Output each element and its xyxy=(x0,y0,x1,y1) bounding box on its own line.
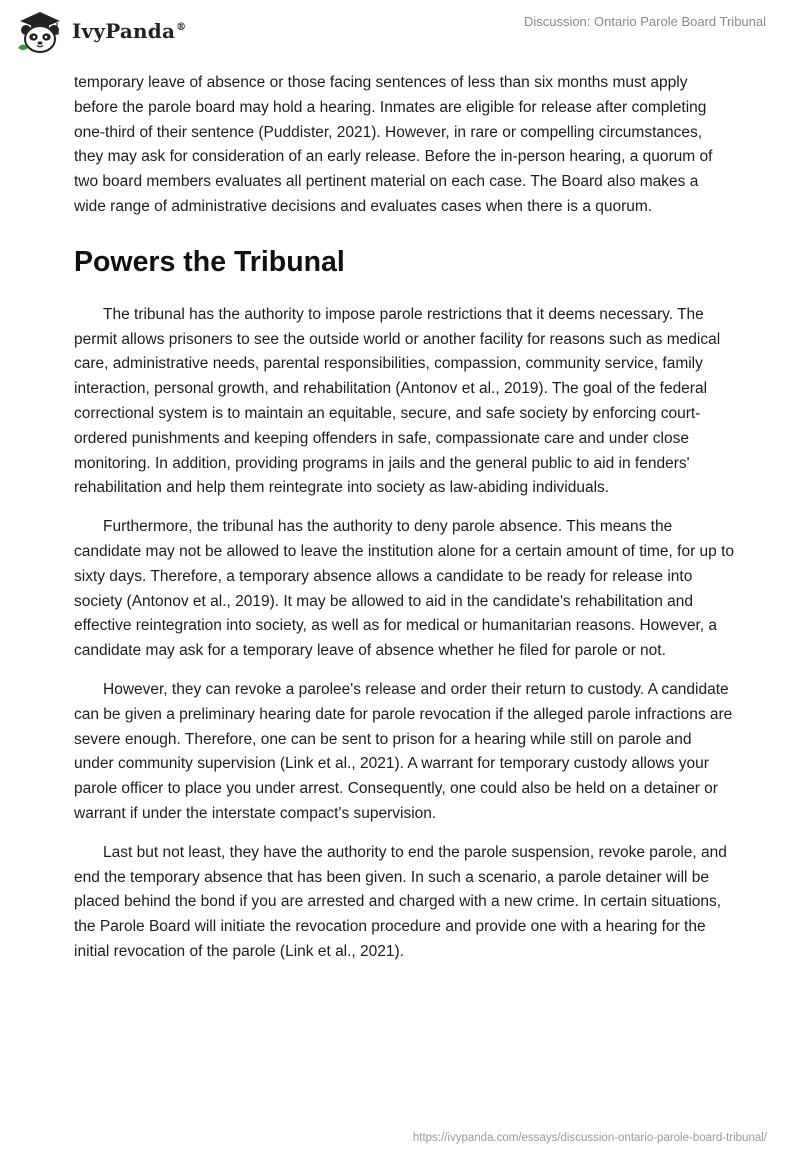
page-header xyxy=(0,0,800,62)
intro-paragraph: temporary leave of absence or those facing sentences of less than six months must apply before the parole board may hold a hearing. Inmates are eligible for release after completing one-third of their sentence (Puddister, 2021). However, in rare or compelling circumstances, they may ask for consideration of an early release. Before the in-person hearing, a quorum of two board members evaluates all pertinent material on each case. The Board also makes a wide range of administrative decisions and evaluates cases when there is a quorum. xyxy=(74,74,713,215)
source-url-link[interactable]: https://ivypanda.com/essays/discussion-ontario-parole-board-tribunal/ xyxy=(412,1132,767,1144)
section-heading: Powers the Tribunal xyxy=(74,245,345,278)
document-title: Discussion: Ontario Parole Board Tribunal xyxy=(523,14,766,29)
brand-logo[interactable] xyxy=(14,8,186,54)
panda-mascot-icon xyxy=(14,8,66,54)
essay-body xyxy=(74,71,734,965)
brand-name: IvyPanda® xyxy=(72,19,187,43)
body-paragraph: However, they can revoke a parolee's release and order their return to custody. A candidate can be given a preliminary hearing date for parole revocation if the alleged parole infractions are severe enough. Therefore, one can be sent to prison for a hearing while still on parole and under community supervision (Link et al., 2021). A warrant for temporary custody allows your parole officer to place you under arrest. Consequently, one could also be held on a detainer or warrant if under the interstate compact's supervision. xyxy=(74,680,733,822)
body-paragraph: Furthermore, the tribunal has the authority to deny parole absence. This means the candidate may not be allowed to leave the institution alone for a certain amount of time, for up to sixty days. Therefore, a temporary absence allows a candidate to be ready for release into society (Antonov et al., 2019). It may be allowed to aid in the candidate's rehabilitation and effective reintegration into society, as well as for medical or humanitarian reasons. However, a candidate may ask for a temporary leave of absence whether he filed for parole or not. xyxy=(74,518,735,660)
body-paragraph: Last but not least, they have the authority to end the parole suspension, revoke parole, and end the temporary absence that has been given. In such a scenario, a parole detainer will be placed behind the bond if you are arrested and charged with a new crime. In certain situations, the Parole Board will initiate the revocation procedure and provide one with a hearing for the initial revocation of the parole (Link et al., 2021). xyxy=(74,843,727,960)
body-paragraph: The tribunal has the authority to impose parole restrictions that it deems necessary. The permit allows prisoners to see the outside world or another facility for reasons such as medical care, administrative needs, parental responsibilities, compassion, community service, family interaction, personal growth, and rehabilitation (Antonov et al., 2019). The goal of the federal correctional system is to maintain an equitable, secure, and safe society by enforcing court-ordered punishments and keeping offenders in safe, compassionate care and under close monitoring. In addition, providing programs in jails and the general public to aid in fenders' rehabilitation and help them reintegrate into society as law-abiding individuals. xyxy=(74,305,721,497)
